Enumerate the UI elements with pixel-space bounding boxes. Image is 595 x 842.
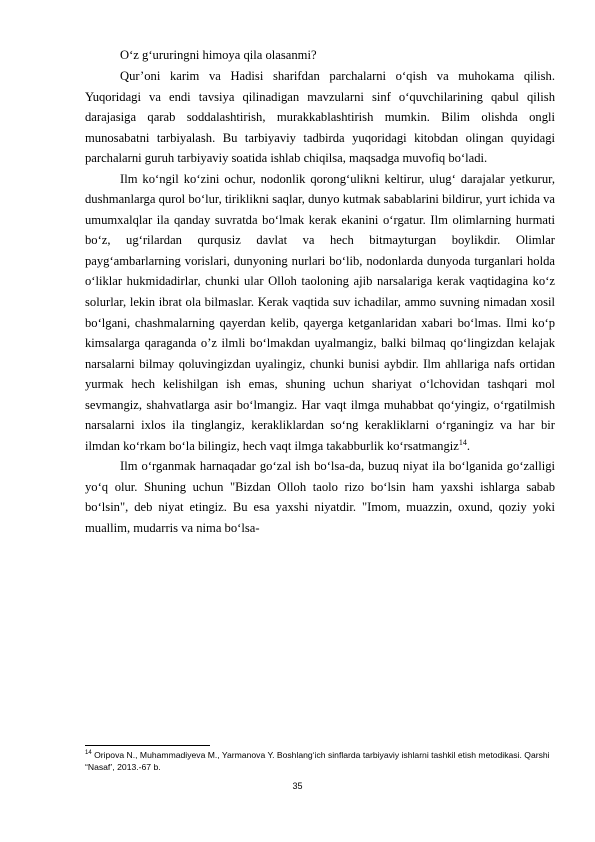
- footnote-text: Oripova N., Muhammadiyeva M., Yarmanova Y. Boshlang‘ich sinflarda tarbiyaviy ishlarni tashkil etish metodikasi. Qarshi “Nasaf’, 2013.-67 b.: [85, 750, 550, 773]
- page-number: 35: [292, 781, 303, 791]
- footnote: [85, 749, 563, 774]
- paragraph-2-text: Ilm ko‘ngil ko‘zini ochur, nodonlik qorong‘ulikni keltirur, ulug‘ darajalar yetkurur, dushmanlarga qurol bo‘lur, tiriklikni saqlar, dunyo kutmak sabablarini bildirur, yurt ichida va umumxalqlar ila qanday suvratda bo‘lmak kerak ekanini o‘rgatur. Ilm olimlarning hurmati bo‘z, ug‘rilardan qurqusiz davlat va hech bitmayturgan boylikdir. Olimlar payg‘ambarlarning vorislari, dunyoning nurlari bo‘lib, nodonlarda dunyoda turganlari holda o‘liklar hukmidadirlar, chunki ular Olloh taoloning ajib narsalariga kerak vaqtidagina ko‘z solurlar, lekin ibrat ola bilmaslar. Kerak vaqtida suv ichadilar, ammo suvning nimadan xosil bo‘lgani, chashmalarning qayerdan kelib, qayerga ketganlaridan xabari bo‘lmas. Ilmi ko‘p kimsalarga qaraganda o’z ilmli bo‘lmakdan uyalmangiz, balki bilmaq qo‘lingizdan kelajak narsalarni bilmay qoluvingizdan uyalingiz, chunki bunisi aybdir. Ilm ahllariga nafs ortidan yurmak hech kelishilgan ish emas, shuning uchun shariyat o‘lchovidan tashqari mol sevmangiz, shahvatlarga asir bo‘lmangiz. Har vaqt ilmga muhabbat qo‘yingiz, o‘rgatilmish narsalarni ixlos ila tinglangiz, kerakliklardan so‘ng kerakliklarni o‘rganingiz va har bir ilmdan ko‘rkam bo‘la bilingiz, hech vaqt ilmga takabburlik ko‘rsatmangiz: [85, 171, 555, 453]
- footnote-divider: [85, 745, 210, 746]
- paragraph-1: Qur’oni karim va Hadisi sharifdan parchalarni o‘qish va muhokama qilish. Yuqoridagi va endi tavsiya qilinadigan mavzularni sinf o‘quvchilarining qabul qilish darajasiga qarab soddalashtirish, murakkablashtirish mumkin. Bilim olishda ongli munosabatni tarbiyalash. Bu tarbiyaviy tadbirda yuqoridagi kitobdan olingan quyidagi parchalarni guruh tarbiyaviy soatida ishlab chiqilsa, maqsadga muvofiq bo‘ladi.: [85, 69, 555, 166]
- footnote-mark: 14: [85, 750, 92, 757]
- body-text: [85, 66, 555, 539]
- paragraph-2: Ilm ko‘ngil ko‘zini ochur, nodonlik qorong‘ulikni keltirur, ulug‘ darajalar yetkurur, dushmanlarga qurol bo‘lur, tiriklikni saqlar, dunyo kutmak sabablarini bildirur, yurt ichida va umumxalqlar ila qanday suvratda bo‘lmak kerak ekanini o‘rgatur. Ilm olimlarning hurmati bo‘z, ug‘rilardan qurqusiz davlat va hech bitmayturgan boylikdir. Olimlar payg‘ambarlarning vorislari, dunyoning nurlari bo‘lib, nodonlarda dunyoda turganlari holda o‘liklar hukmidadirlar, chunki ular Olloh taoloning ajib narsalariga kerak vaqtidagina ko‘z solurlar, lekin ibrat ola bilmaslar. Kerak vaqtida suv ichadilar, ammo suvning nimadan xosil bo‘lgani, chashmalarning qayerdan kelib, qayerga ketganlaridan xabari bo‘lmas. Ilmi ko‘p kimsalarga qaraganda o’z ilmli bo‘lmakdan uyalmangiz, balki bilmaq qo‘lingizdan kelajak narsalarni bilmay qoluvingizdan uyalingiz, chunki bunisi aybdir. Ilm ahllariga nafs ortidan yurmak hech kelishilgan ish emas, shuning uchun shariyat o‘lchovidan tashqari mol sevmangiz, shahvatlarga asir bo‘lmangiz. Har vaqt ilmga muhabbat qo‘yingiz, o‘rgatilmish narsalarni ixlos ila tinglangiz, kerakliklardan so‘ng kerakliklarni o‘rganingiz va har bir ilmdan ko‘rkam bo‘la bilingiz, hech vaqt ilmga takabburlik ko‘rsatmangiz$^{14}$.: [85, 171, 555, 453]
- footnote-reference: 14: [458, 437, 467, 447]
- paragraph-3: Ilm o‘rganmak harnaqadar go‘zal ish bo‘lsa-da, buzuq niyat ila bo‘lganida go‘zalligi yo‘q olur. Shuning uchun "Bizdan Olloh taolo rizo bo‘lsin ham yaxshi ishlarga sabab bo‘lsin", deb niyat etingiz. Bu esa yaxshi niyatdir. "Imom, muazzin, oxund, qoziy yoki muallim, mudarris va nima bo‘lsa-: [85, 459, 555, 536]
- section-heading: O‘z g‘ururingni himoya qila olasanmi?: [120, 48, 317, 62]
